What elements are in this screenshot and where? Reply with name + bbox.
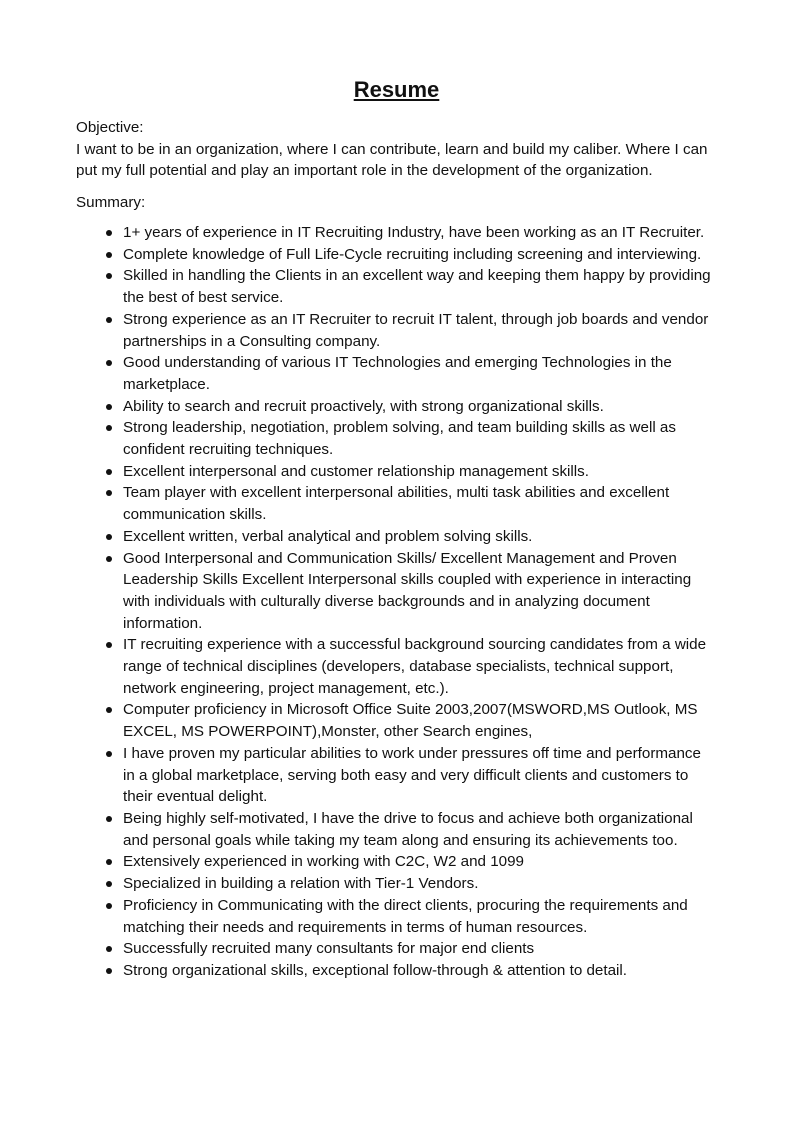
bullet-icon: [106, 903, 112, 909]
list-item: [76, 548, 716, 635]
list-item-text: Complete knowledge of Full Life-Cycle recruiting including screening and interviewing.: [123, 245, 702, 263]
bullet-icon: [106, 751, 112, 757]
bullet-icon: [106, 469, 112, 475]
list-item: [76, 352, 716, 395]
list-item: [76, 699, 716, 742]
list-item-text: Good Interpersonal and Communication Skills/ Excellent Management and Proven Leadership Skills Excellent Interpersonal skills coupled with experience in interacting with individuals with culturally diverse backgrounds and in analyzing document information.: [123, 549, 692, 632]
objective-heading: Objective:: [76, 119, 144, 136]
list-item: [76, 526, 716, 548]
list-item: [76, 309, 716, 352]
list-item-text: Computer proficiency in Microsoft Office Suite 2003,2007(MSWORD,MS Outlook, MS EXCEL, MS POWERPOINT),Monster, other Search engines,: [123, 701, 698, 741]
list-item: [76, 244, 716, 266]
list-item: [76, 960, 716, 982]
list-item-text: Being highly self-motivated, I have the drive to focus and achieve both organizational and personal goals while taking my team along and ensuring its achievements too.: [123, 809, 693, 849]
list-item: [76, 634, 716, 699]
list-item-text: Excellent interpersonal and customer relationship management skills.: [123, 462, 589, 480]
list-item: [76, 265, 716, 308]
list-item: [76, 895, 716, 938]
list-item-text: Team player with excellent interpersonal abilities, multi task abilities and excellent communication skills.: [123, 484, 670, 524]
bullet-icon: [106, 230, 112, 236]
list-item: [76, 851, 716, 873]
list-item-text: Ability to search and recruit proactively, with strong organizational skills.: [123, 397, 604, 415]
bullet-icon: [106, 946, 112, 952]
summary-section: [76, 192, 716, 214]
summary-list: [76, 222, 716, 982]
list-item-text: 1+ years of experience in IT Recruiting Industry, have been working as an IT Recruiter.: [123, 224, 705, 241]
list-item-text: Skilled in handling the Clients in an excellent way and keeping them happy by providing the best of best service.: [123, 267, 711, 307]
list-item: [76, 808, 716, 851]
bullet-icon: [106, 404, 112, 410]
objective-text: I want to be in an organization, where I can contribute, learn and build my caliber. Where I can put my full potential and play an important role in the development of the organization.: [76, 140, 708, 180]
bullet-icon: [106, 816, 112, 822]
bullet-icon: [106, 534, 112, 540]
list-item: [76, 461, 716, 483]
bullet-icon: [106, 360, 112, 366]
bullet-icon: [106, 317, 112, 323]
list-item: [76, 743, 716, 808]
list-item-text: Proficiency in Communicating with the direct clients, procuring the requirements and matching their needs and requirements in terms of human resources.: [123, 896, 688, 936]
list-item: [76, 938, 716, 960]
list-item: [76, 222, 716, 244]
list-item-text: I have proven my particular abilities to work under pressures off time and performance in a global marketplace, serving both easy and very difficult clients and customers to their eventual delight.: [123, 744, 701, 806]
list-item: [76, 417, 716, 460]
list-item-text: Strong organizational skills, exceptional follow-through & attention to detail.: [123, 961, 628, 979]
bullet-icon: [106, 252, 112, 258]
list-item: [76, 482, 716, 525]
objective-section: [76, 117, 716, 182]
list-item-text: Successfully recruited many consultants for major end clients: [123, 940, 535, 958]
bullet-icon: [106, 425, 112, 431]
bullet-icon: [106, 273, 112, 279]
bullet-icon: [106, 490, 112, 496]
list-item: [76, 396, 716, 418]
bullet-icon: [106, 968, 112, 974]
page-title: Resume: [353, 77, 440, 102]
list-item-text: Strong leadership, negotiation, problem solving, and team building skills as well as confident recruiting techniques.: [123, 419, 676, 459]
summary-heading: Summary:: [76, 194, 146, 211]
list-item-text: Good understanding of various IT Technologies and emerging Technologies in the marketplace.: [123, 354, 672, 393]
bullet-icon: [106, 642, 112, 648]
bullet-icon: [106, 881, 112, 887]
list-item: [76, 873, 716, 895]
list-item-text: IT recruiting experience with a successful background sourcing candidates from a wide range of technical disciplines (developers, database specialists, technical support, network engineering, project management, etc.).: [123, 636, 707, 697]
bullet-icon: [106, 707, 112, 713]
list-item-text: Specialized in building a relation with Tier-1 Vendors.: [123, 875, 479, 893]
list-item-text: Strong experience as an IT Recruiter to recruit IT talent, through job boards and vendor partnerships in a Consulting company.: [123, 310, 709, 350]
list-item-text: Excellent written, verbal analytical and problem solving skills.: [123, 527, 533, 545]
bullet-icon: [106, 556, 112, 562]
list-item-text: Extensively experienced in working with C2C, W2 and 1099: [123, 853, 524, 871]
bullet-icon: [106, 859, 112, 865]
